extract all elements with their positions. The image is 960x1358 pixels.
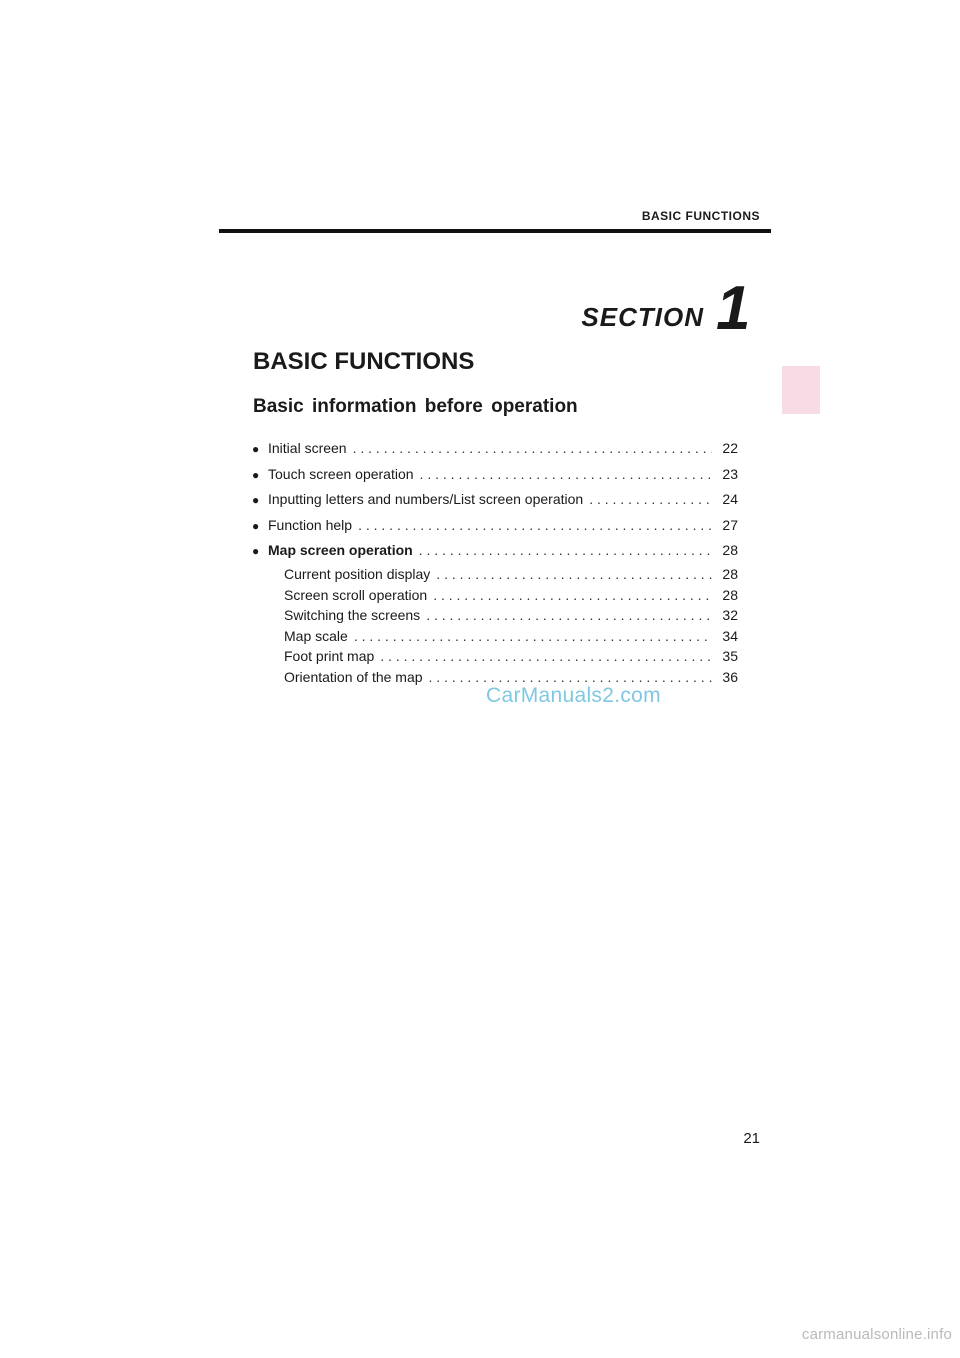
- toc-entry-page: 23: [722, 465, 738, 482]
- page-title: BASIC FUNCTIONS: [253, 348, 475, 375]
- toc-entry[interactable]: [252, 436, 738, 462]
- toc-entry-label: Inputting letters and numbers/List screen operation: [268, 491, 584, 508]
- toc-entry-page: 28: [722, 565, 738, 582]
- toc-entry-label: Orientation of the map: [284, 668, 423, 685]
- toc-subentry[interactable]: [252, 605, 738, 626]
- section-number: 1: [716, 274, 751, 343]
- toc-entry-label: Current position display: [284, 565, 431, 582]
- bullet-icon: ●: [252, 493, 260, 508]
- toc-entry-page: 32: [722, 607, 738, 624]
- dot-leader: [426, 605, 712, 626]
- toc-entry-page: 28: [722, 542, 738, 559]
- page-subtitle: Basic information before operation: [253, 396, 578, 417]
- dot-leader: [589, 487, 712, 513]
- section-tab-marker: [782, 366, 820, 414]
- table-of-contents: [252, 436, 738, 688]
- toc-subentry[interactable]: [252, 564, 738, 585]
- dot-leader: [433, 585, 712, 606]
- toc-entry-page: 22: [722, 440, 738, 456]
- toc-entry-label: Foot print map: [284, 648, 375, 665]
- dot-leader: [419, 538, 712, 564]
- toc-entry-label: Function help: [268, 516, 353, 533]
- watermark-text: CarManuals2.com: [486, 684, 661, 707]
- toc-entry-label: Map scale: [284, 627, 348, 644]
- dot-leader: [354, 626, 712, 647]
- bullet-icon: ●: [252, 467, 260, 482]
- bullet-icon: ●: [252, 518, 260, 533]
- toc-entry-page: 27: [722, 516, 738, 533]
- footer-watermark: carmanualsonline.info: [801, 1326, 952, 1343]
- dot-leader: [380, 646, 712, 667]
- toc-entry-page: 34: [722, 627, 738, 644]
- toc-entry-label: Initial screen: [268, 440, 347, 456]
- section-label: SECTION: [581, 302, 704, 332]
- toc-subentry[interactable]: [252, 646, 738, 667]
- bullet-icon: ●: [252, 442, 260, 456]
- toc-subentry[interactable]: [252, 626, 738, 647]
- page-number: 21: [743, 1130, 760, 1147]
- toc-entry[interactable]: [252, 487, 738, 513]
- toc-entry-page: 24: [722, 491, 738, 508]
- toc-subentry[interactable]: [252, 585, 738, 606]
- toc-entry-label: Switching the screens: [284, 607, 421, 624]
- toc-entry[interactable]: [252, 513, 738, 539]
- toc-entry-page: 36: [722, 668, 738, 685]
- toc-entry-label: Map screen operation: [268, 542, 413, 559]
- toc-entry[interactable]: [252, 462, 738, 488]
- toc-entry-page: 35: [722, 648, 738, 665]
- toc-entry-label: Touch screen operation: [268, 465, 414, 482]
- dot-leader: [420, 462, 712, 488]
- dot-leader: [353, 436, 712, 462]
- toc-entry-label: Screen scroll operation: [284, 586, 428, 603]
- bullet-icon: ●: [252, 544, 260, 559]
- toc-entry[interactable]: [252, 538, 738, 564]
- dot-leader: [436, 564, 712, 585]
- toc-entry-page: 28: [722, 586, 738, 603]
- running-header-title: BASIC FUNCTIONS: [641, 209, 760, 223]
- dot-leader: [358, 513, 712, 539]
- header-rule: [219, 229, 771, 233]
